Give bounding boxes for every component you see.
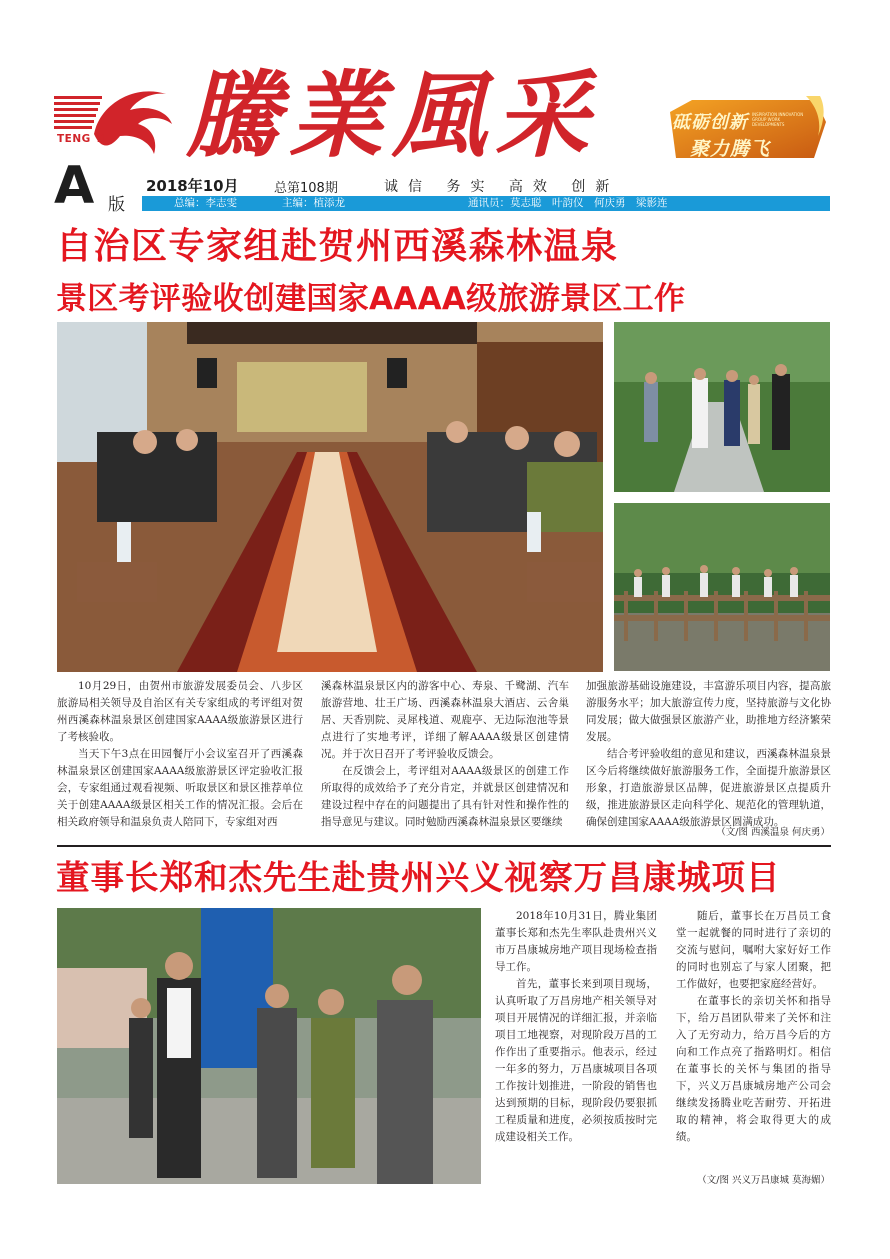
article1-paragraph: 10月29日，由贺州市旅游发展委员会、八步区旅游局相关领导及自治区有关专家组成的考评组对贺州西溪森林温泉景区创建国家AAAA级旅游景区进行了考核验收。	[57, 680, 303, 743]
slogan-english: INSPIRATION INNOVATION GROUP WORK DEVELOPMENTS	[752, 112, 804, 127]
staff-bar	[142, 196, 830, 211]
logo-text: TENG YE	[57, 133, 111, 145]
slogan-line1: 砥砺创新	[672, 112, 748, 133]
site-visit-photo	[57, 908, 481, 1184]
meeting-room-photo	[57, 322, 603, 672]
article2-credit: （文/图 兴义万昌康城 莫海媚）	[697, 1175, 830, 1186]
company-motto: 诚信 务实 高效 创新	[384, 179, 620, 195]
article1-paragraph: 在反馈会上，考评组对AAAA级景区的创建工作所取得的成效给予了充分肯定，并就景区创建情况和建设过程中存在的问题提出了具有针对性和操作性的指导意见与建议。同时勉励西溪森林温泉景区要继续	[321, 765, 569, 828]
article1-headline-line1: 自治区专家组赴贺州西溪森林温泉	[56, 226, 619, 267]
article1-headline-line2: 景区考评验收创建国家AAAA级旅游景区工作	[56, 281, 686, 317]
issue-number: 总第108期	[274, 181, 338, 196]
article1-column3	[586, 678, 831, 831]
tengye-logo-mark	[54, 84, 174, 158]
correspondents: 通讯员：莫志聪 叶韵仪 何庆勇 梁影连	[468, 197, 668, 209]
article2-column1	[495, 908, 657, 1146]
wooden-bridge-photo	[614, 503, 830, 671]
article2-column2	[676, 908, 831, 1146]
article1-credit: （文/图 西溪温泉 何庆勇）	[716, 827, 830, 838]
article1-paragraph: 溪森林温泉景区内的游客中心、寿泉、千鹭湖、汽车旅游营地、壮王广场、西溪森林温泉大酒店、云舍巢居、天香别院、灵犀栈道、观鹿亭、无边际泡池等景点进行了实地考评，详细了解AAAA级景区创建情况。并于次日召开了考评验收反馈会。	[321, 680, 569, 760]
article2-paragraph: 在董事长的亲切关怀和指导下，给万昌团队带来了关怀和注入了无穷动力，给万昌今后的方向和工作点亮了指路明灯。相信在董事长的关怀与集团的指导下，兴义万昌康城房地产公司会继续发扬腾业吃苦耐劳、开拓进取的精神，将会取得更大的成绩。	[676, 995, 831, 1143]
article2-headline: 董事长郑和杰先生赴贵州兴义视察万昌康城项目	[56, 858, 781, 897]
article1-column2	[321, 678, 569, 831]
editor: 主编：植添龙	[282, 197, 345, 209]
chief-editor: 总编：李志雯	[174, 197, 237, 209]
edition-letter: A	[54, 156, 95, 216]
article2-paragraph: 随后，董事长在万昌员工食堂一起就餐的同时进行了亲切的交流与慰问，嘱咐大家好好工作的同时也别忘了与家人团聚，把工作做好，也要把家庭经营好。	[676, 910, 831, 990]
section-divider	[57, 845, 831, 847]
tengye-logo	[54, 84, 174, 158]
article2-paragraph: 首先，董事长来到项目现场，认真听取了万昌房地产相关领导对项目开展情况的详细汇报，并亲临项目工地视察，对现阶段万昌的工作作出了重要指示。他表示，经过一年多的努力，万昌康城项目各项工作按计划推进，一阶段的销售也达到预期的目标，现阶段仍要狠抓工程质量和进度，必须按质按时完成建设相关工作。	[495, 978, 657, 1143]
edition-suffix: 版	[108, 195, 125, 215]
article2-paragraph: 2018年10月31日，腾业集团董事长郑和杰先生率队赴贵州兴义市万昌康城房地产项目现场检查指导工作。	[495, 910, 657, 973]
article1-paragraph: 结合考评验收组的意见和建议，西溪森林温泉景区今后将继续做好旅游服务工作，全面提升旅游景区形象，打造旅游景区品牌，促进旅游景区点提质升级，推进旅游景区走向科学化、规范化的管理轨道，确保创建国家AAAA级旅游景区圆满成功。	[586, 748, 831, 828]
walkway-photo	[614, 322, 830, 492]
newspaper-title: 騰業風采	[186, 61, 599, 171]
article1-paragraph: 加强旅游基础设施建设，丰富游乐项目内容，提高旅游服务水平；加大旅游宣传力度，坚持旅游与文化协同发展；做大做强景区旅游产业，助推地方经济繁荣发展。	[586, 680, 831, 743]
slogan-line2: 聚力腾飞	[690, 138, 771, 160]
article1-column1	[57, 678, 303, 831]
issue-date: 2018年10月	[146, 177, 239, 195]
article1-paragraph: 当天下午3点在田园餐厅小会议室召开了西溪森林温泉景区创建国家AAAA级旅游景区评定验收汇报会，专家组通过观看视频、听取景区和景区推荐单位关于创建AAAA级景区相关工作的情况汇报。会后在相关政府领导和温泉负责人陪同下，专家组对西	[57, 748, 303, 828]
